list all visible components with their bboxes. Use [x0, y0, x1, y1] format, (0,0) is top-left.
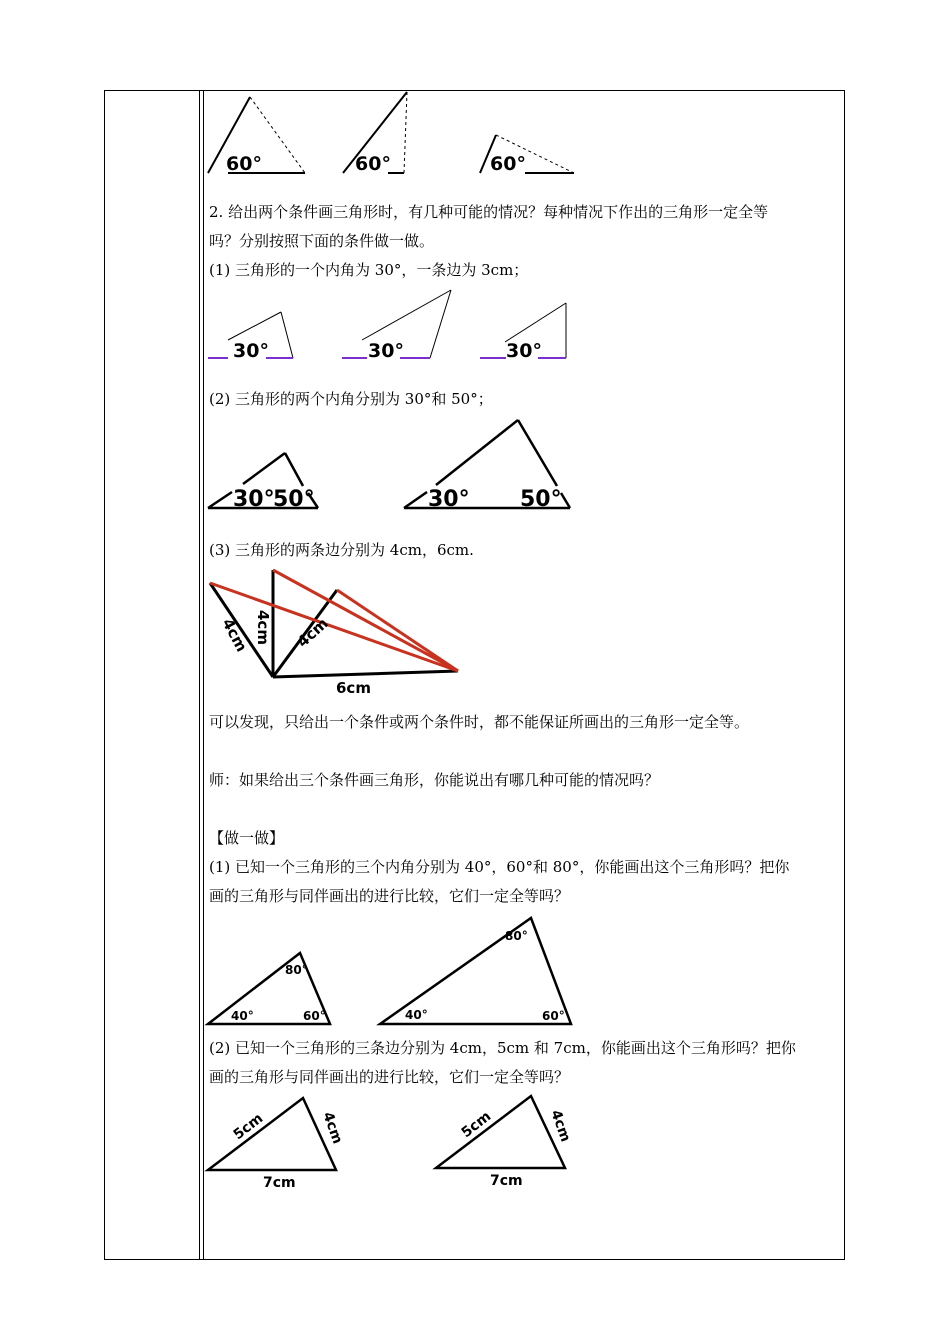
activity-q2-line2: 画的三角形与同伴画出的进行比较，它们一定全等吗？ [209, 1068, 570, 1086]
q2-case2: (2) 三角形的两个内角分别为 30°和 50°； [209, 390, 493, 408]
angle-30-label: 30° [428, 487, 470, 512]
q2-case1: (1) 三角形的一个内角为 30°，一条边为 3cm； [209, 261, 529, 279]
side-4cm-label: 4cm [547, 1107, 574, 1145]
angle-40-label: 40° [405, 1008, 428, 1022]
angle-30-label: 30° [506, 340, 542, 362]
side-7cm-label: 7cm [263, 1175, 296, 1191]
side-4cm-label: 4cm [254, 610, 272, 645]
angle-30-label: 30° [233, 340, 269, 362]
side-4cm-label: 4cm [319, 1109, 346, 1147]
q2-intro-line2: 吗？分别按照下面的条件做一做。 [209, 232, 435, 250]
side-4cm-label: 4cm [293, 614, 332, 651]
side-7cm-label: 7cm [490, 1173, 523, 1189]
side-5cm-label: 5cm [458, 1108, 495, 1142]
angle-80-label: 80° [285, 963, 308, 977]
angle-60-label: 60° [490, 153, 526, 175]
q2-intro-line1: 2. 给出两个条件画三角形时，有几种可能的情况？每种情况下作出的三角形一定全等 [209, 203, 769, 221]
angle-60-label: 60° [355, 153, 391, 175]
angle-60-label: 60° [303, 1009, 326, 1023]
activity-q1-line2: 画的三角形与同伴画出的进行比较，它们一定全等吗？ [209, 887, 570, 905]
angle-50-label: 50° [520, 487, 562, 512]
angle-80-label: 80° [505, 929, 528, 943]
angle-60-label: 60° [226, 153, 262, 175]
side-6cm-label: 6cm [336, 679, 371, 697]
side-4cm-label: 4cm [218, 615, 251, 655]
activity-q1-line1: (1) 已知一个三角形的三个内角分别为 40°，60°和 80°，你能画出这个三角形吗？把你 [209, 858, 790, 876]
side-5cm-label: 5cm [230, 1110, 267, 1144]
angle-50-label: 50° [273, 487, 315, 512]
conclusion: 可以发现，只给出一个条件或两个条件时，都不能保证所画出的三角形一定全等。 [209, 713, 750, 731]
q2-case3: (3) 三角形的两条边分别为 4cm，6cm. [209, 541, 474, 559]
teacher-question: 师：如果给出三个条件画三角形，你能说出有哪几种可能的情况吗？ [209, 771, 660, 789]
angle-30-label: 30° [368, 340, 404, 362]
activity-heading: 【做一做】 [209, 829, 285, 847]
angle-30-label: 30° [233, 487, 275, 512]
activity-q2-line1: (2) 已知一个三角形的三条边分别为 4cm，5cm 和 7cm，你能画出这个三角形吗？把你 [209, 1039, 796, 1057]
angle-40-label: 40° [231, 1009, 254, 1023]
angle-60-label: 60° [542, 1009, 565, 1023]
